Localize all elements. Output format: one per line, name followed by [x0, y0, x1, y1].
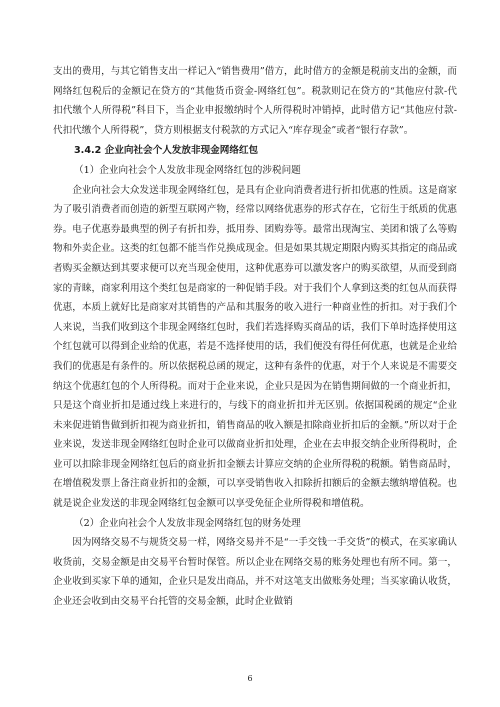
paragraph-accounting-continuation: 支出的费用，与其它销售支出一样记入“销售费用”借方，此时借方的金额是税前支出的金额，而网络红包税后的金额记在贷方的“其他货币资金-网络红包”。税款则记在贷方的“其他应付款-代扣代缴个人所得税”科目下，当企业申报缴纳时个人所得税时冲销掉，此时借方记“其他应付款-代扣代缴个人所得税”，贷方则根据支付税款的方式记入“库存现金”或者“银行存款”。 [53, 66, 457, 136]
paragraph-tax-issues: 企业向社会大众发送非现金网络红包，是具有企业向消费者进行折扣优惠的性质。这是商家为了吸引消费者而创造的新型互联网产物，经常以网络优惠券的形式存在，它衍生于纸质的优惠券。电子优惠券最典型的例子有折扣券，抵用券、团购券等。最常出现淘宝、美团和饿了么等购物和外卖企业。这类的红包都不能当作兑换成现金。但是如果其规定期限内购买其指定的商品或者购买金额达到其要求便可以充当现金使用，这种优惠券可以激发客户的购买欲望，从而受到商家的青睐，商家利用这个类红包是商家的一种促销手段。对于我们个人拿到这类的红包从而获得优惠，本质上就好比是商家对其销售的产品和其服务的收入进行一种商业性的折扣。对于我们个人来说，当我们收到这个非现金网络红包时，我们若选择购买商品的话，我们下单时选择使用这个红包就可以得到企业给的优惠，若是不选择使用的话，我们便没有得任何优惠，也就是企业给我们的优惠是有条件的。所以依据税总函的规定，这种有条件的优惠，对于个人来说是不需要交纳这个优惠红包的个人所得税。而对于企业来说，企业只是因为在销售期间做的一个商业折扣，只是这个商业折扣是通过线上来进行的，与线下的商业折扣并无区别。依据国税函的规定“企业未来促进销售做到折扣视为商业折扣，销售商品的收入额是扣除商业折扣后的金额。”所以对于企业来说，发送非现金网络红包时企业可以做商业折扣处理，企业在去申报交纳企业所得税时，企业可以扣除非现金网络红包后的商业折扣金额去计算应交纳的企业所得税的税额。销售商品时，在增值税发票上备注商业折扣的金额，可以享受销售收入扣除折扣额后的金额去缴纳增值税。也就是说企业发送的非现金网络红包金额可以享受免征企业所得税和增值税。 [53, 184, 457, 510]
document-body [53, 62, 457, 612]
subheading-accounting-treatment: （2）企业向社会个人发放非现金网络红包的财务处理 [74, 517, 301, 529]
paragraph-accounting-treatment: 因为网络交易不与规货交易一样，网络交易并不是“一手交钱一手交货”的模式，在买家确认收货前，交易金额是由交易平台暂时保管。所以企业在网络交易的账务处理也有所不同。第一，企业收到买家下单的通知，企业只是发出商品，并不对这笔支出做账务处理；当买家确认收货，企业还会收到由交易平台托管的交易金额，此时企业做销 [53, 537, 457, 608]
subheading-tax-issues: （1）企业向社会个人发放非现金网络红包的涉税问题 [74, 164, 301, 176]
section-heading: 3.4.2 企业向社会个人发放非现金网络红包 [74, 145, 259, 157]
page-number: 6 [247, 674, 253, 683]
